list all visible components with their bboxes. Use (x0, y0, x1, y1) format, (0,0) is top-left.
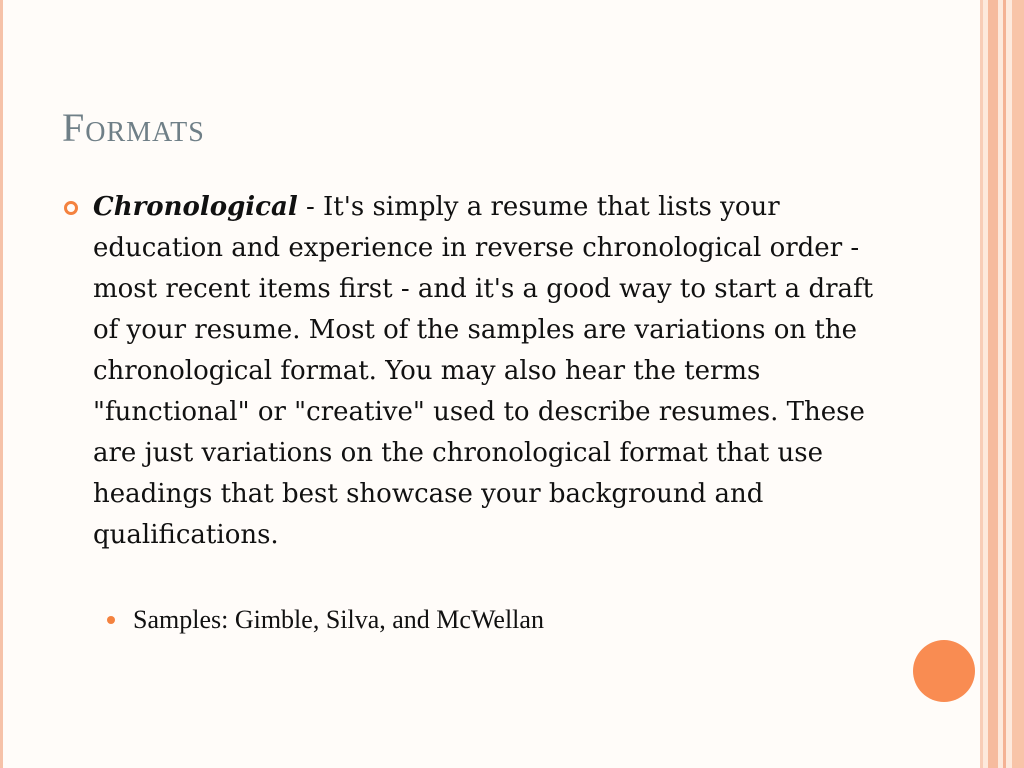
bullet-text: - It's simply a resume that lists your education and experience in reverse chronological order - most recent items first - and it's a good way to start a draft of your resume. Most of the samples are variations on the chronological format. You may also hear the terms "functional" or "creative" used to describe resumes. These are just variations on the chronological format that use headings that best showcase your background and qualifications. (93, 192, 874, 550)
bullet-item (93, 187, 893, 556)
slide-title: Formats (62, 105, 205, 150)
decorative-circle (913, 640, 975, 702)
bullet-term: Chronological (93, 192, 298, 222)
left-border (0, 0, 3, 768)
sub-bullet-item: Samples: Gimble, Silva, and McWellan (133, 605, 544, 634)
right-stripe (988, 0, 998, 768)
ring-bullet-icon (64, 201, 78, 215)
right-stripe (1012, 0, 1024, 768)
dot-bullet-icon (107, 616, 115, 624)
